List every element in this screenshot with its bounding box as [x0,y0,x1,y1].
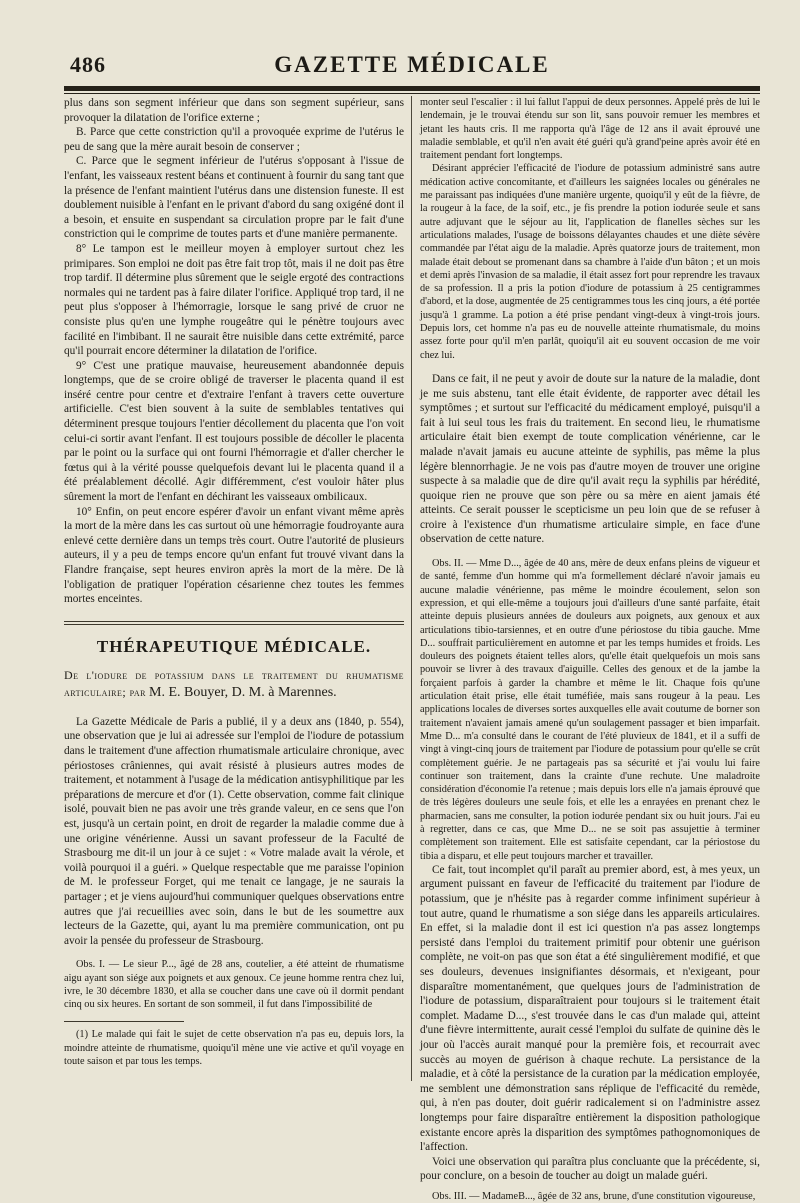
page-number: 486 [70,52,106,77]
section-title: THÉRAPEUTIQUE MÉDICALE. [96,636,372,656]
article-title-text: De l'iodure de potassium dans le traitement du rhumatisme articulaire; par [64,667,404,699]
text-columns [64,96,760,1202]
right-column [420,96,760,1202]
paragraph: 8° Le tampon est le meilleur moyen à employer surtout chez les primipares. Son emploi ne doit pas être fait trop tôt, mais il ne doit pas être trop tardif. Il détermine plus sûrement que le seigle ergoté des contractions normales qui ne tardent pas à faire dilater l'orifice. Appliqué trop tard, il ne peut plus s'opposer à l'hémorragie, lorsque le sang privé de cruor ne consiste plus qu'en une lymphe rougeâtre qui le pénètre toujours avec facilité en l'imbibant. Il ne saurait être nuisible dans cette extrémité, parce qu'il pourrait encore déterminer la dilatation de l'orifice. [64,242,404,358]
paragraph: plus dans son segment inférieur que dans son segment supérieur, sans provoquer la dilatation de l'orifice externe ; [64,97,404,124]
section-rule-thin [64,624,404,625]
observation-paragraph: Obs. III. — MadameB..., âgée de 32 ans, brune, d'une constitution vigoureuse, [432,1190,756,1202]
observation-paragraph: Obs. II. — Mme D..., âgée de 40 ans, mère de deux enfans pleins de vigueur et de santé, femme d'un homme qui m'a formellement déclaré n'avoir jamais eu aucune maladie vénérienne, pas même le moindre écoulement, selon son expression, et qui elle-même a toujours joui d'ailleurs d'une santé parfaite, était atteinte depuis plusieurs années de douleurs aux poignets, aux genoux et aux articulations tibio-tarsiennes, et en outre d'une périostose du tibia gauche. Mme D... souffrait particulièrement en automne et par les temps humides et froids. Les douleurs des poignets étaient telles alors, qu'elle était quelquefois un mois sans pouvoir se livrer à des travaux d'aiguille. Celles des genoux et de la jambe la forçaient parfois à garder la chambre et même le lit. Chaque fois qu'une articulation était prise, elle était tuméfiée, mais sans rougeur à la peau. Les applications locales de diverses sortes auxquelles elle avait coutume de borner son traitement n'avaient jamais amené qu'un soulagement passager et bien imparfait. Mme D... m'a consulté dans le courant de l'été pluvieux de 1841, et il a suffi de vingt à vingt-cinq jours de traitement par l'iodure de potassium pour qu'elle se crût complètement guérie. Je ne partageais pas sa sécurité et j'ai voulu lui faire continuer son traitement, dans la crainte d'une rechute. Une maladroite considération d'économie l'a retenue ; mais depuis lors elle n'a jamais éprouvé que de très légères douleurs une seule fois, et elle les a enrayées en prenant chez le pharmacien, sans me consulter, la potion iodurée pendant six ou huit jours. J'ai eu à regretter, dans ce cas, que Mme D... ne se soit pas assujettie à terminer complètement son traitement. Elle est satisfaite cependant, car la périostose du tibia a disparu, et elle peut toujours marcher et travailler. [420,558,760,862]
header-rule-thin [64,93,760,94]
paragraph: La Gazette Médicale de Paris a publié, il y a deux ans (1840, p. 554), une observation que je lui ai adressée sur l'emploi de l'iodure de potassium dans le traitement d'une affection rhumatismale articulaire chronique, avec périostoses crâniennes, qui avait résisté à plusieurs autres modes de traitement, et notamment à l'usage de la médication antisyphilitique par les préparations de mercure et d'or (1). Cette observation, comme fait clinique isolé, pouvait bien ne pas avoir une très grande valeur, en ce sens que l'on est, jusqu'à un certain point, en droit de regarder la maladie comme due à une origine vénérienne. Aussi un savant professeur de la Faculté de Strasbourg me dit-il un jour à ce sujet : « Votre malade avait la vérole, et voilà pourquoi il a guéri. » Quelque respectable que me paraisse l'opinion de M. le professeur Forget, qui me tenait ce langage, je ne saurais la partager ; et je viens aujourd'hui communiquer quelques observations entre autres que j'ai recueillies avec soin, dans le but de les soumettre aux lecteurs de la Gazette, qui, ayant lu ma première communication, ont pu avoir la pensée du professeur de Strasbourg. [64,715,404,947]
observation-paragraph: monter seul l'escalier : il lui fallut l'appui de deux personnes. Appelé près de lui le lendemain, je le trouvai étendu sur son lit, sans pouvoir remuer les membres et jetant les hauts cris. Il me rapporta qu'à l'âge de 12 ans il avait éprouvé une maladie semblable, et qu'il n'en avait été guéri qu'à grand'peine après avoir été en traitement pendant fort longtemps. [420,97,760,162]
article-title [64,667,404,701]
section-rule [64,621,404,622]
article-author: M. E. Bouyer, D. M. à Marennes. [149,684,337,700]
header-rule [64,86,760,91]
paragraph: Dans ce fait, il ne peut y avoir de doute sur la nature de la maladie, dont je me suis abstenu, tant elle était évidente, de rapporter avec détail les symptômes ; et surtout sur l'efficacité du médicament employé, puisqu'il a fait à lui seul tous les frais du traitement. En second lieu, le rhumatisme articulaire était bien exempt de toute complication vénérienne, car le malade n'avait jamais eu aucune atteinte de syphilis, pas même la plus légère blennorrhagie. Je ne vois pas d'autre moyen de trouver une origine suspecte à sa maladie que de dire qu'il avait reçu la syphilis par hérédité, quoique rien ne prouve que son père ou sa mère en aient jamais été atteints. Ce serait pousser le scepticisme un peu loin que de se refuser à croire à l'existence d'un rhumatisme articulaire simple, en face d'une observation de cette nature. [420,372,760,546]
column-divider [411,96,412,1081]
paragraph: Voici une observation qui paraîtra plus concluante que la précédente, si, pour conclure, on a besoin de toucher au doigt un malade guéri. [420,1155,760,1183]
observation-paragraph: Désirant apprécier l'efficacité de l'iodure de potassium administré sans autre médication active concomitante, et d'ailleurs les saignées locales ou générales ne me paraissant pas indiquées d'une manière urgente, quoiqu'il y eût de la fièvre, de la rougeur à la face, de la soif, etc., je fis prendre la potion iodurée seule et sans autre adjuvant que le séjour au lit, l'application de flanelles sèches sur les articulations malades, l'usage de boissons délayantes chaudes et une diète sévère commandée par l'état aigu de la maladie. Après quatorze jours de traitement, mon malade était debout se promenant dans sa chambre à l'aide d'un bâton ; et un mois et demi après l'invasion de sa maladie, il était assez fort pour reprendre les travaux de sa profession. Il a pris la potion d'iodure de potassium à 25 centigrammes d'abord, et la dose, augmentée de 25 centigrammes tous les cinq jours, a été portée jusqu'à 1 gramme. La potion a été prise pendant vingt-deux à vingt-trois jours. Depuis lors, cet homme n'a pas eu de nouvelle atteinte rhumatismale, du moins assez forte pour qu'il m'en parlât, quoiqu'il ait eu souvent occasion de me voir chez lui. [420,163,760,361]
page-header [64,52,760,82]
paragraph: Ce fait, tout incomplet qu'il paraît au premier abord, est, à mes yeux, un argument puissant en faveur de l'efficacité du traitement par l'iodure de potassium, que je n'hésite pas à regarder comme infiniment supérieur à tout autre, quand le rhumatisme a son siége dans les appareils articulaires. En effet, si la maladie dont il est ici question n'a pas assez longtemps persisté dans l'emploi du traitement primitif pour obtenir une guérison complète, ne voit-on pas que son état a été singulièrement modifié, et que ses douleurs, devenues insignifiantes désormais, et n'exigeant, pour disparaître momentanément, que quelques jours de l'administration de l'iodure de potassium, disparaîtraient pour toujours si le traitement était complet. Madame D..., s'est trouvée dans le cas d'un malade qui, atteint d'une fièvre intermittente, aurait cessé l'emploi du sulfate de quinine dès le jour où l'accès aurait manqué pour la première fois, et recourrait avec succès au moyen de guérison à chaque rechute. La persistance de la maladie, et à côté la persistance de la curation par la médication employée, me semblent une démonstration sans réplique de l'efficacité du remède, qui, à n'en pas douter, doit guérir radicalement si on l'administre assez longtemps pour faire disparaître entièrement la disposition pathologique existante encore après la disparition des symptômes pathognomoniques de l'affection. [420,863,760,1154]
paragraph: 10° Enfin, on peut encore espérer d'avoir un enfant vivant même après la mort de la mère dans les cas surtout où une hémorragie foudroyante aura enlevé cette dernière dans un temps très court. Outre l'autorité de plusieurs auteurs, il y a peu de temps encore qu'un enfant fut trouvé vivant dans la Flandre française, sept heures environ après la mort de la mère. De là l'obligation de pratiquer l'opération césarienne chez toutes les femmes mortes enceintes. [64,505,404,606]
paragraph: C. Parce que le segment inférieur de l'utérus s'opposant à l'issue de l'enfant, les vaisseaux restent béans et continuent à fournir du sang tant que la présence de l'enfant maintient l'utérus dans une distension funeste. Il est doublement nuisible à l'enfant en le privant d'abord du sang oxigéné dont il a besoin, et ensuite en suspendant sa circulation propre par le fait d'une constriction qui le comprime de toutes parts et d'une manière permanente. [64,155,404,241]
footnote: (1) Le malade qui fait le sujet de cette observation n'a pas eu, depuis lors, la moindre atteinte de rhumatisme, quoiqu'il mène une vie active et qu'il voyage en toute saison et par tous les temps. [64,1029,404,1068]
left-column [64,96,404,1081]
paragraph: B. Parce que cette constriction qu'il a provoquée exprime de l'utérus le peu de sang que la mère aurait besoin de conserver ; [64,126,404,153]
paragraph: 9° C'est une pratique mauvaise, heureusement abandonnée depuis longtemps, que de se croire obligé de traverser le placenta quand il est inséré centre pour centre et d'extraire l'enfant à travers cette ouverture artificielle. C'est bien souvent à la suite de semblables tentatives qui déterminent presque toujours l'entier décollement du placenta que l'on voit celui-ci sortir avant l'enfant. Il est toujours possible de décoller le placenta par le point ou la surface qui ont fourni l'hémorragie et d'aller chercher le fœtus qui à la vérité pousse quelquefois devant lui le placenta quand il a été préalablement décollé. Agir différemment, c'est vouloir hâter plus sûrement la mort de l'enfant en déchirant les vaisseaux ombilicaux. [64,359,404,504]
journal-title: GAZETTE MÉDICALE [274,52,550,77]
footnote-rule [64,1021,184,1022]
observation-paragraph: Obs. I. — Le sieur P..., âgé de 28 ans, coutelier, a été atteint de rhumatisme aigu ayant son siége aux poignets et aux genoux. Ce jeune homme rentra chez lui, ivre, le 30 décembre 1830, et alla se coucher dans une cave où il dormit pendant cinq ou six heures. En sortant de son sommeil, il fut dans l'impossibilité de [64,959,404,1011]
